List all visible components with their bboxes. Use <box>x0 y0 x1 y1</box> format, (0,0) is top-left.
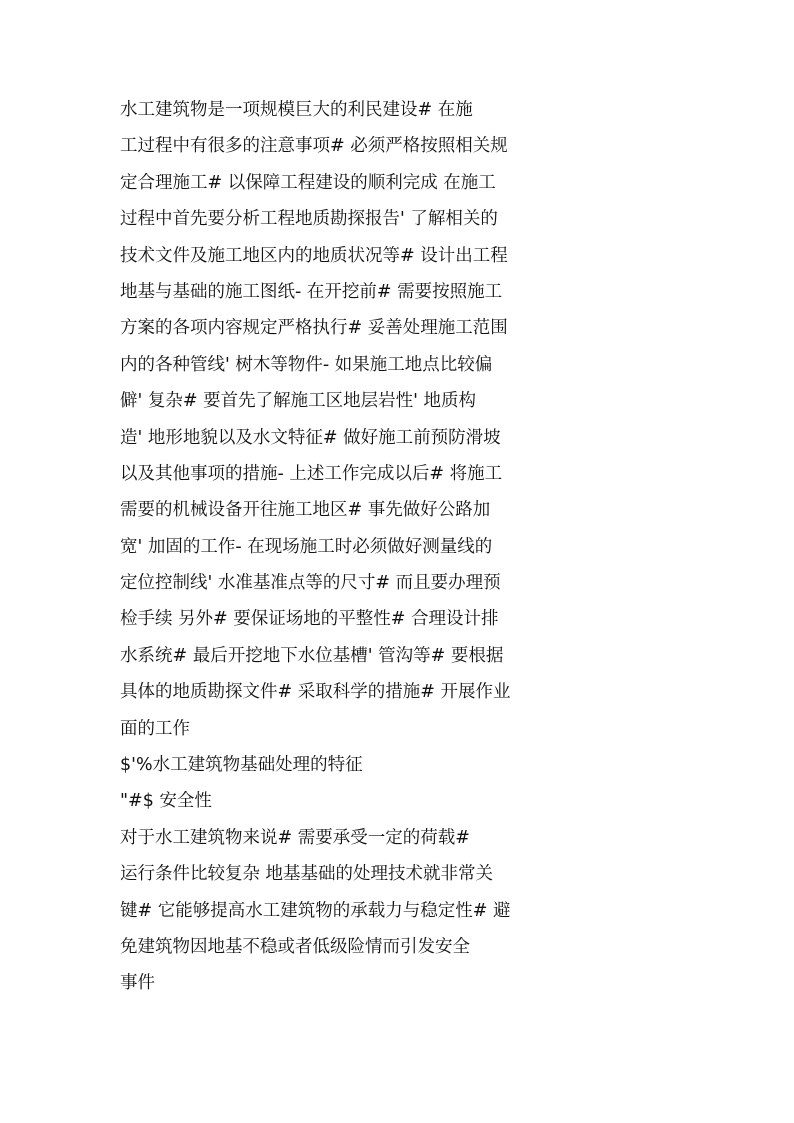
text-line: 免建筑物因地基不稳或者低级险情而引发安全 <box>120 936 470 957</box>
subsection-heading: "#$ 安全性 <box>120 791 212 812</box>
body-text <box>120 92 550 1002</box>
text-line: 检手续 另外# 要保证场地的平整性# 合理设计排 <box>120 609 499 630</box>
text-line: 技术文件及施工地区内的地质状况等# 设计出工程 <box>120 245 508 266</box>
text-line: 宽' 加固的工作- 在现场施工时必须做好测量线的 <box>120 536 493 557</box>
text-line: 对于水工建筑物来说# 需要承受一定的荷载# <box>120 827 470 848</box>
text-line: 需要的机械设备开往施工地区# 事先做好公路加 <box>120 500 491 521</box>
text-line: 工过程中有很多的注意事项# 必须严格按照相关规 <box>120 136 508 157</box>
text-line: 僻' 复杂# 要首先了解施工区地层岩性' 地质构 <box>120 391 476 412</box>
text-line: 键# 它能够提高水工建筑物的承载力与稳定性# 避 <box>120 900 511 921</box>
text-line: 水系统# 最后开挖地下水位基槽' 管沟等# 要根据 <box>120 645 504 666</box>
text-line: 方案的各项内容规定严格执行# 妥善处理施工范围 <box>120 318 508 339</box>
text-line: 过程中首先要分析工程地质勘探报告' 了解相关的 <box>120 209 498 230</box>
text-line: 定合理施工# 以保障工程建设的顺利完成 在施工 <box>120 172 496 193</box>
text-line: 定位控制线' 水准基准点等的尺寸# 而且要办理预 <box>120 573 501 594</box>
section-heading: $'%水工建筑物基础处理的特征 <box>120 755 363 776</box>
text-line: 造' 地形地貌以及水文特征# 做好施工前预防滑坡 <box>120 427 501 448</box>
text-line: 内的各种管线' 树木等物件- 如果施工地点比较偏 <box>120 354 493 375</box>
text-line: 水工建筑物是一项规模巨大的利民建设# 在施 <box>120 100 473 120</box>
text-line: 运行条件比较复杂 地基基础的处理技术就非常关 <box>120 864 494 885</box>
text-line: 具体的地质勘探文件# 采取科学的措施# 开展作业 <box>120 682 511 703</box>
text-line: 以及其他事项的措施- 上述工作完成以后# 将施工 <box>120 463 503 484</box>
text-line: 事件 <box>120 973 155 994</box>
text-line: 面的工作 <box>120 718 190 739</box>
text-line: 地基与基础的施工图纸- 在开挖前# 需要按照施工 <box>120 281 503 302</box>
